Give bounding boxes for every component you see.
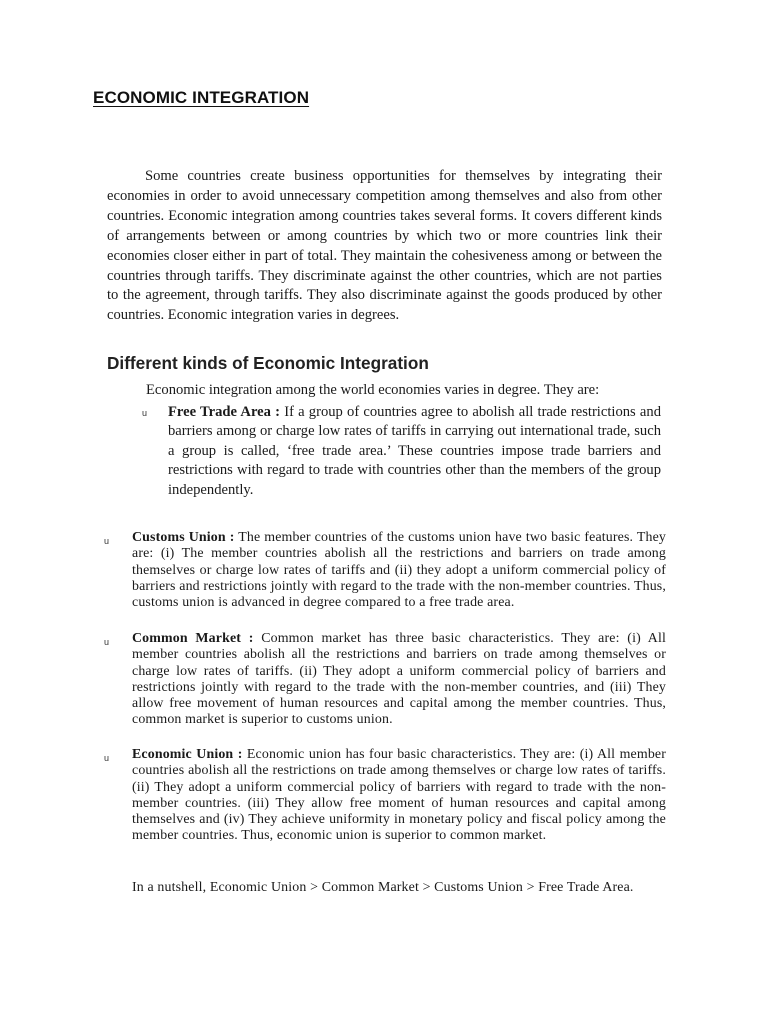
customs-union-description: The member countries of the customs union have two basic features. They are: (i) The member countries abolish all the restrictions and barriers on trade among themselves or charge low rates of tariffs and (ii) they adopt a uniform commercial policy of barriers and restrictions jointly with regard to the trade with the non-member countries. Thus, customs union is advanced in degree compared to a free trade area. <box>132 530 667 611</box>
free-trade-area-term: Free Trade Area : <box>168 404 280 420</box>
list-item-customs-union <box>104 530 666 611</box>
economic-union-term: Economic Union : <box>132 747 243 762</box>
bullet-icon: u <box>104 536 110 546</box>
common-market-text <box>132 631 666 729</box>
economic-union-text <box>132 747 666 845</box>
list-item-common-market <box>104 631 666 729</box>
bullet-icon: u <box>104 753 110 763</box>
section-heading: Different kinds of Economic Integration <box>107 353 429 373</box>
document-title: ECONOMIC INTEGRATION <box>93 88 310 107</box>
intro-paragraph: Some countries create business opportunities for themselves by integrating their economies in order to avoid unnecessary competition among themselves and also from other countries. Economic integration among countries takes several forms. It covers different kinds of arrangements between or among countries by which two or more countries link their economies closer either in part of total. They maintain the cohesiveness among or between the countries through tariffs. They discriminate against the other countries, which are not parties to the agreement, through tariffs. They also discriminate against the goods produced by other countries. Economic integration varies in degrees. <box>107 168 662 324</box>
lead-sentence: Economic integration among the world economies varies in degree. They are: <box>146 382 600 398</box>
free-trade-area-description: If a group of countries agree to abolish all trade restrictions and barriers among or charge low rates of tariffs in carrying out international trade, such a group is called, ‘free trade area.’ These countries impose trade barriers and restrictions with regard to trade with countries other than the members of the group independently. <box>168 404 661 498</box>
bullet-icon: u <box>104 637 110 647</box>
list-item-economic-union <box>104 747 666 845</box>
bullet-icon: u <box>142 408 148 418</box>
free-trade-area-text <box>168 403 661 500</box>
customs-union-text <box>132 530 666 611</box>
common-market-term: Common Market : <box>132 631 254 646</box>
customs-union-term: Customs Union : <box>132 530 235 545</box>
nutshell-summary: In a nutshell, Economic Union > Common Market > Customs Union > Free Trade Area. <box>132 880 634 895</box>
list-item-free-trade-area <box>142 403 661 500</box>
common-market-description: Common market has three basic characteristics. They are: (i) All member countries abolish all the restrictions and barriers on trade among themselves or charge low rates of tariffs. (ii) They adopt a uniform commercial policy of barriers and restrictions jointly with regard to the trade with the non-member countries, and (iii) They allow free movement of human resources and capital among the member countries. Thus, common market is superior to customs union. <box>132 631 666 728</box>
economic-union-description: Economic union has four basic characteristics. They are: (i) All member countries abolish all the restrictions on trade among themselves or charge low rates of tariffs.(ii) They adopt a uniform commercial policy of barriers with regard to trade with the non-member countries. (iii) They allow free moment of human resources and capital among themselves and (iv) They achieve uniformity in monetary policy and fiscal policy among the member countries. Thus, economic union is superior to common market. <box>132 747 667 844</box>
